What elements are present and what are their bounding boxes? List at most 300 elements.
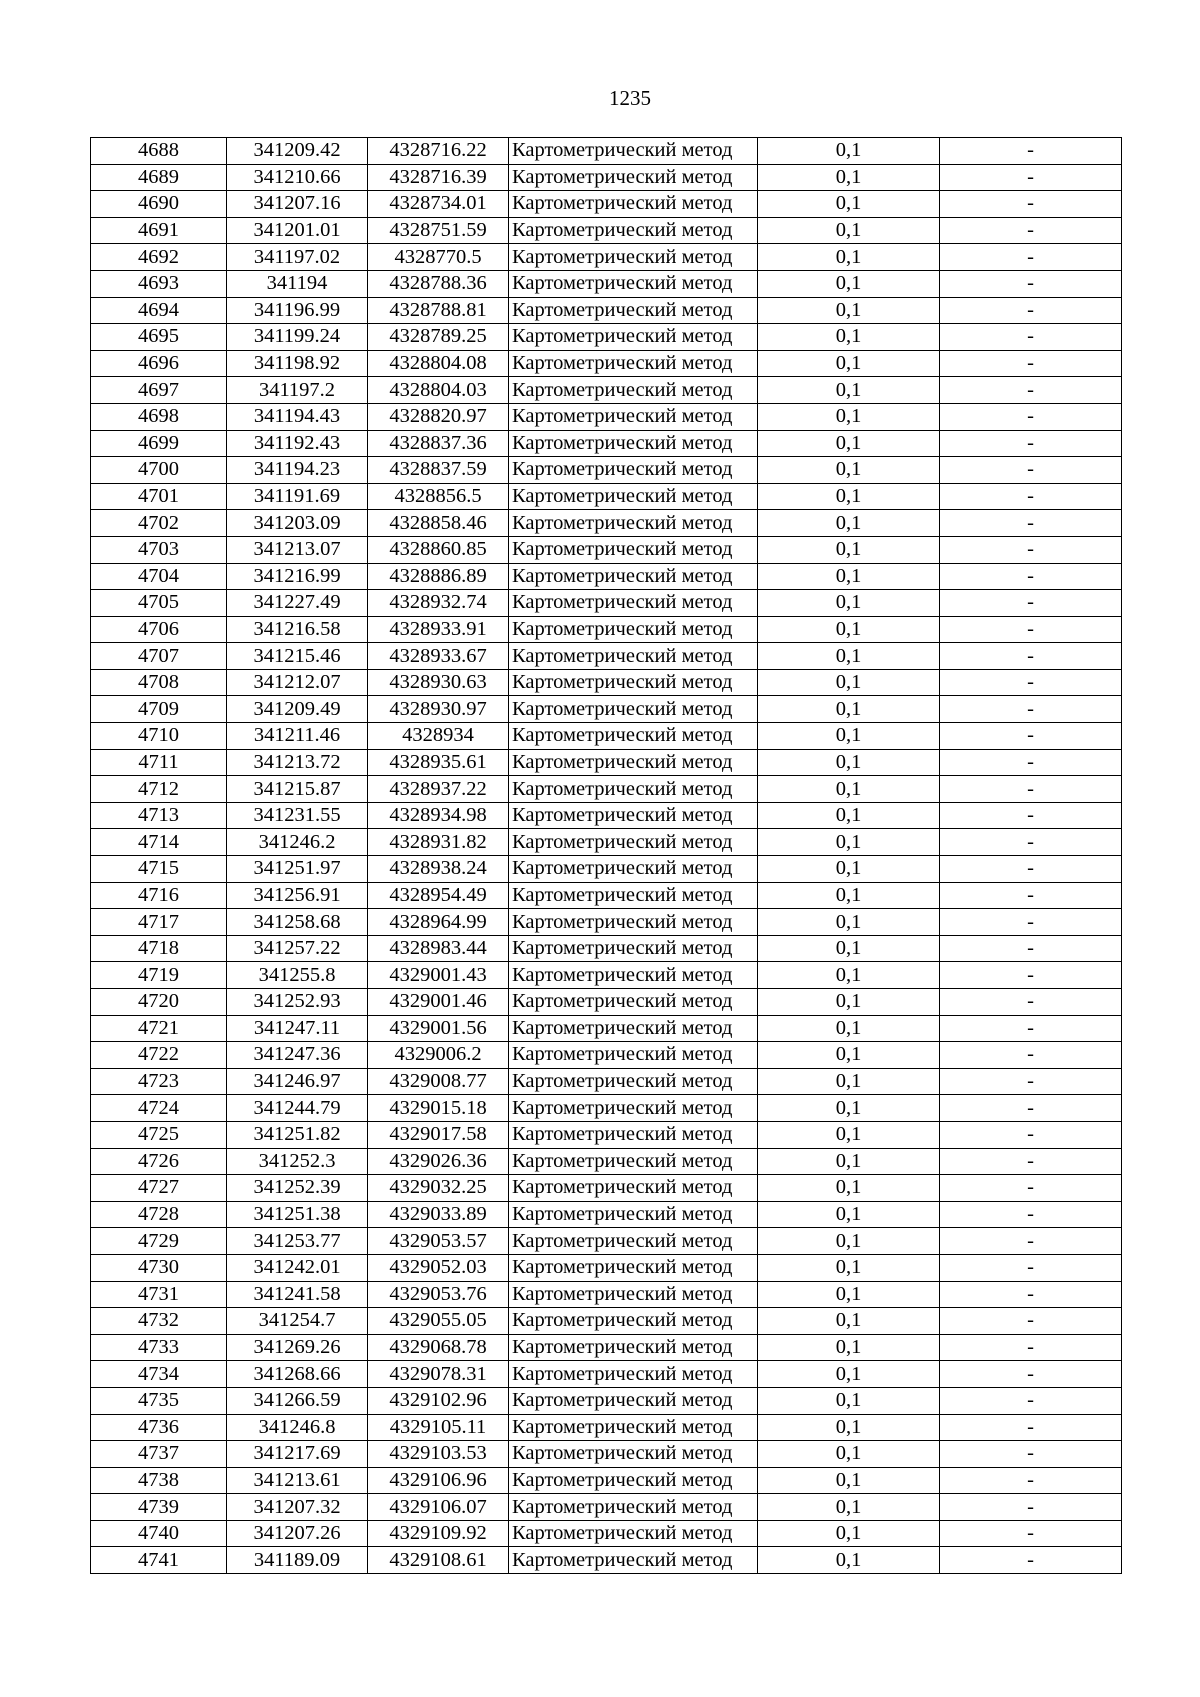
- x-coordinate-cell: 341203.09: [227, 510, 368, 537]
- y-coordinate-cell: 4328964.99: [368, 909, 509, 936]
- x-coordinate-cell: 341194.23: [227, 457, 368, 484]
- accuracy-cell: 0,1: [758, 1520, 940, 1547]
- note-cell: -: [940, 1361, 1122, 1388]
- accuracy-cell: 0,1: [758, 590, 940, 617]
- point-number-cell: 4740: [91, 1520, 227, 1547]
- accuracy-cell: 0,1: [758, 1334, 940, 1361]
- note-cell: -: [940, 350, 1122, 377]
- table-row: [91, 483, 1122, 510]
- method-cell: Картометрический метод: [509, 1068, 758, 1095]
- accuracy-cell: 0,1: [758, 1068, 940, 1095]
- y-coordinate-cell: 4328734.01: [368, 191, 509, 218]
- table-row: [91, 1121, 1122, 1148]
- x-coordinate-cell: 341215.87: [227, 776, 368, 803]
- y-coordinate-cell: 4329068.78: [368, 1334, 509, 1361]
- accuracy-cell: 0,1: [758, 1387, 940, 1414]
- accuracy-cell: 0,1: [758, 457, 940, 484]
- table-row: [91, 536, 1122, 563]
- x-coordinate-cell: 341216.99: [227, 563, 368, 590]
- note-cell: -: [940, 1254, 1122, 1281]
- y-coordinate-cell: 4329001.43: [368, 962, 509, 989]
- x-coordinate-cell: 341207.26: [227, 1520, 368, 1547]
- y-coordinate-cell: 4328837.59: [368, 457, 509, 484]
- x-coordinate-cell: 341246.8: [227, 1414, 368, 1441]
- method-cell: Картометрический метод: [509, 217, 758, 244]
- y-coordinate-cell: 4329017.58: [368, 1121, 509, 1148]
- method-cell: Картометрический метод: [509, 1387, 758, 1414]
- accuracy-cell: 0,1: [758, 1494, 940, 1521]
- accuracy-cell: 0,1: [758, 217, 940, 244]
- table-row: [91, 829, 1122, 856]
- x-coordinate-cell: 341192.43: [227, 430, 368, 457]
- method-cell: Картометрический метод: [509, 191, 758, 218]
- y-coordinate-cell: 4329078.31: [368, 1361, 509, 1388]
- table-row: [91, 297, 1122, 324]
- point-number-cell: 4707: [91, 643, 227, 670]
- point-number-cell: 4697: [91, 377, 227, 404]
- x-coordinate-cell: 341207.16: [227, 191, 368, 218]
- table-row: [91, 935, 1122, 962]
- point-number-cell: 4731: [91, 1281, 227, 1308]
- y-coordinate-cell: 4329102.96: [368, 1387, 509, 1414]
- x-coordinate-cell: 341212.07: [227, 669, 368, 696]
- method-cell: Картометрический метод: [509, 1361, 758, 1388]
- point-number-cell: 4721: [91, 1015, 227, 1042]
- point-number-cell: 4720: [91, 989, 227, 1016]
- table-row: [91, 909, 1122, 936]
- point-number-cell: 4693: [91, 270, 227, 297]
- note-cell: -: [940, 1281, 1122, 1308]
- accuracy-cell: 0,1: [758, 1201, 940, 1228]
- table-row: [91, 1334, 1122, 1361]
- y-coordinate-cell: 4328983.44: [368, 935, 509, 962]
- note-cell: -: [940, 1334, 1122, 1361]
- point-number-cell: 4703: [91, 536, 227, 563]
- accuracy-cell: 0,1: [758, 723, 940, 750]
- accuracy-cell: 0,1: [758, 191, 940, 218]
- point-number-cell: 4741: [91, 1547, 227, 1574]
- point-number-cell: 4694: [91, 297, 227, 324]
- accuracy-cell: 0,1: [758, 643, 940, 670]
- x-coordinate-cell: 341241.58: [227, 1281, 368, 1308]
- table-row: [91, 403, 1122, 430]
- accuracy-cell: 0,1: [758, 164, 940, 191]
- point-number-cell: 4716: [91, 882, 227, 909]
- method-cell: Картометрический метод: [509, 643, 758, 670]
- y-coordinate-cell: 4328820.97: [368, 403, 509, 430]
- table-row: [91, 430, 1122, 457]
- method-cell: Картометрический метод: [509, 510, 758, 537]
- y-coordinate-cell: 4329105.11: [368, 1414, 509, 1441]
- y-coordinate-cell: 4329109.92: [368, 1520, 509, 1547]
- x-coordinate-cell: 341215.46: [227, 643, 368, 670]
- point-number-cell: 4700: [91, 457, 227, 484]
- x-coordinate-cell: 341252.93: [227, 989, 368, 1016]
- x-coordinate-cell: 341268.66: [227, 1361, 368, 1388]
- method-cell: Картометрический метод: [509, 856, 758, 883]
- x-coordinate-cell: 341201.01: [227, 217, 368, 244]
- point-number-cell: 4733: [91, 1334, 227, 1361]
- y-coordinate-cell: 4329008.77: [368, 1068, 509, 1095]
- note-cell: -: [940, 1441, 1122, 1468]
- note-cell: -: [940, 563, 1122, 590]
- accuracy-cell: 0,1: [758, 776, 940, 803]
- method-cell: Картометрический метод: [509, 1467, 758, 1494]
- accuracy-cell: 0,1: [758, 1095, 940, 1122]
- y-coordinate-cell: 4329015.18: [368, 1095, 509, 1122]
- accuracy-cell: 0,1: [758, 244, 940, 271]
- y-coordinate-cell: 4328858.46: [368, 510, 509, 537]
- method-cell: Картометрический метод: [509, 590, 758, 617]
- accuracy-cell: 0,1: [758, 483, 940, 510]
- table-row: [91, 244, 1122, 271]
- x-coordinate-cell: 341189.09: [227, 1547, 368, 1574]
- table-row: [91, 643, 1122, 670]
- method-cell: Картометрический метод: [509, 297, 758, 324]
- table-row: [91, 1228, 1122, 1255]
- note-cell: -: [940, 270, 1122, 297]
- table-row: [91, 1387, 1122, 1414]
- table-row: [91, 1201, 1122, 1228]
- note-cell: -: [940, 297, 1122, 324]
- x-coordinate-cell: 341258.68: [227, 909, 368, 936]
- note-cell: -: [940, 1308, 1122, 1335]
- x-coordinate-cell: 341256.91: [227, 882, 368, 909]
- accuracy-cell: 0,1: [758, 350, 940, 377]
- x-coordinate-cell: 341254.7: [227, 1308, 368, 1335]
- method-cell: Картометрический метод: [509, 1228, 758, 1255]
- note-cell: -: [940, 1467, 1122, 1494]
- table-row: [91, 856, 1122, 883]
- method-cell: Картометрический метод: [509, 1308, 758, 1335]
- point-number-cell: 4709: [91, 696, 227, 723]
- note-cell: -: [940, 723, 1122, 750]
- table-row: [91, 1175, 1122, 1202]
- y-coordinate-cell: 4328934.98: [368, 802, 509, 829]
- note-cell: -: [940, 749, 1122, 776]
- point-number-cell: 4706: [91, 616, 227, 643]
- point-number-cell: 4725: [91, 1121, 227, 1148]
- point-number-cell: 4701: [91, 483, 227, 510]
- table-row: [91, 696, 1122, 723]
- point-number-cell: 4728: [91, 1201, 227, 1228]
- table-row: [91, 563, 1122, 590]
- table-row: [91, 723, 1122, 750]
- x-coordinate-cell: 341246.97: [227, 1068, 368, 1095]
- table-row: [91, 457, 1122, 484]
- point-number-cell: 4712: [91, 776, 227, 803]
- point-number-cell: 4689: [91, 164, 227, 191]
- accuracy-cell: 0,1: [758, 1547, 940, 1574]
- accuracy-cell: 0,1: [758, 696, 940, 723]
- accuracy-cell: 0,1: [758, 1042, 940, 1069]
- y-coordinate-cell: 4329055.05: [368, 1308, 509, 1335]
- accuracy-cell: 0,1: [758, 1467, 940, 1494]
- x-coordinate-cell: 341216.58: [227, 616, 368, 643]
- accuracy-cell: 0,1: [758, 563, 940, 590]
- note-cell: -: [940, 1175, 1122, 1202]
- x-coordinate-cell: 341253.77: [227, 1228, 368, 1255]
- x-coordinate-cell: 341247.36: [227, 1042, 368, 1069]
- note-cell: -: [940, 244, 1122, 271]
- y-coordinate-cell: 4328938.24: [368, 856, 509, 883]
- table-row: [91, 1494, 1122, 1521]
- x-coordinate-cell: 341242.01: [227, 1254, 368, 1281]
- point-number-cell: 4735: [91, 1387, 227, 1414]
- table-row: [91, 270, 1122, 297]
- point-number-cell: 4734: [91, 1361, 227, 1388]
- accuracy-cell: 0,1: [758, 510, 940, 537]
- x-coordinate-cell: 341269.26: [227, 1334, 368, 1361]
- note-cell: -: [940, 1414, 1122, 1441]
- point-number-cell: 4698: [91, 403, 227, 430]
- method-cell: Картометрический метод: [509, 1201, 758, 1228]
- method-cell: Картометрический метод: [509, 164, 758, 191]
- accuracy-cell: 0,1: [758, 377, 940, 404]
- y-coordinate-cell: 4328770.5: [368, 244, 509, 271]
- note-cell: -: [940, 1228, 1122, 1255]
- note-cell: -: [940, 457, 1122, 484]
- note-cell: -: [940, 1387, 1122, 1414]
- method-cell: Картометрический метод: [509, 935, 758, 962]
- y-coordinate-cell: 4328933.91: [368, 616, 509, 643]
- note-cell: -: [940, 1547, 1122, 1574]
- method-cell: Картометрический метод: [509, 882, 758, 909]
- point-number-cell: 4714: [91, 829, 227, 856]
- note-cell: -: [940, 536, 1122, 563]
- method-cell: Картометрический метод: [509, 1015, 758, 1042]
- x-coordinate-cell: 341194.43: [227, 403, 368, 430]
- x-coordinate-cell: 341252.3: [227, 1148, 368, 1175]
- note-cell: -: [940, 1520, 1122, 1547]
- table-row: [91, 164, 1122, 191]
- y-coordinate-cell: 4328886.89: [368, 563, 509, 590]
- y-coordinate-cell: 4329053.76: [368, 1281, 509, 1308]
- accuracy-cell: 0,1: [758, 138, 940, 165]
- point-number-cell: 4719: [91, 962, 227, 989]
- y-coordinate-cell: 4329108.61: [368, 1547, 509, 1574]
- table-row: [91, 989, 1122, 1016]
- accuracy-cell: 0,1: [758, 962, 940, 989]
- y-coordinate-cell: 4328716.39: [368, 164, 509, 191]
- y-coordinate-cell: 4329103.53: [368, 1441, 509, 1468]
- point-number-cell: 4723: [91, 1068, 227, 1095]
- x-coordinate-cell: 341251.82: [227, 1121, 368, 1148]
- table-row: [91, 350, 1122, 377]
- method-cell: Картометрический метод: [509, 669, 758, 696]
- table-row: [91, 1068, 1122, 1095]
- note-cell: -: [940, 430, 1122, 457]
- accuracy-cell: 0,1: [758, 1148, 940, 1175]
- accuracy-cell: 0,1: [758, 802, 940, 829]
- method-cell: Картометрический метод: [509, 962, 758, 989]
- x-coordinate-cell: 341266.59: [227, 1387, 368, 1414]
- accuracy-cell: 0,1: [758, 430, 940, 457]
- y-coordinate-cell: 4328716.22: [368, 138, 509, 165]
- note-cell: -: [940, 696, 1122, 723]
- y-coordinate-cell: 4328804.08: [368, 350, 509, 377]
- point-number-cell: 4702: [91, 510, 227, 537]
- y-coordinate-cell: 4328930.63: [368, 669, 509, 696]
- method-cell: Картометрический метод: [509, 244, 758, 271]
- y-coordinate-cell: 4328937.22: [368, 776, 509, 803]
- accuracy-cell: 0,1: [758, 1308, 940, 1335]
- table-row: [91, 377, 1122, 404]
- note-cell: -: [940, 590, 1122, 617]
- note-cell: -: [940, 669, 1122, 696]
- x-coordinate-cell: 341213.61: [227, 1467, 368, 1494]
- table-row: [91, 1042, 1122, 1069]
- y-coordinate-cell: 4328788.36: [368, 270, 509, 297]
- table-row: [91, 191, 1122, 218]
- method-cell: Картометрический метод: [509, 776, 758, 803]
- note-cell: -: [940, 776, 1122, 803]
- table-row: [91, 882, 1122, 909]
- x-coordinate-cell: 341191.69: [227, 483, 368, 510]
- note-cell: -: [940, 1494, 1122, 1521]
- x-coordinate-cell: 341252.39: [227, 1175, 368, 1202]
- x-coordinate-cell: 341247.11: [227, 1015, 368, 1042]
- method-cell: Картометрический метод: [509, 1334, 758, 1361]
- coordinates-table: [90, 137, 1122, 1574]
- point-number-cell: 4705: [91, 590, 227, 617]
- y-coordinate-cell: 4329033.89: [368, 1201, 509, 1228]
- table-row: [91, 776, 1122, 803]
- method-cell: Картометрический метод: [509, 457, 758, 484]
- y-coordinate-cell: 4328935.61: [368, 749, 509, 776]
- method-cell: Картометрический метод: [509, 483, 758, 510]
- x-coordinate-cell: 341209.49: [227, 696, 368, 723]
- note-cell: -: [940, 1042, 1122, 1069]
- y-coordinate-cell: 4329052.03: [368, 1254, 509, 1281]
- method-cell: Картометрический метод: [509, 696, 758, 723]
- note-cell: -: [940, 1095, 1122, 1122]
- method-cell: Картометрический метод: [509, 536, 758, 563]
- point-number-cell: 4704: [91, 563, 227, 590]
- x-coordinate-cell: 341257.22: [227, 935, 368, 962]
- accuracy-cell: 0,1: [758, 935, 940, 962]
- method-cell: Картометрический метод: [509, 749, 758, 776]
- x-coordinate-cell: 341251.97: [227, 856, 368, 883]
- y-coordinate-cell: 4328931.82: [368, 829, 509, 856]
- table-row: [91, 616, 1122, 643]
- x-coordinate-cell: 341213.07: [227, 536, 368, 563]
- y-coordinate-cell: 4328932.74: [368, 590, 509, 617]
- method-cell: Картометрический метод: [509, 723, 758, 750]
- note-cell: -: [940, 643, 1122, 670]
- table-row: [91, 1308, 1122, 1335]
- point-number-cell: 4730: [91, 1254, 227, 1281]
- accuracy-cell: 0,1: [758, 856, 940, 883]
- method-cell: Картометрический метод: [509, 1441, 758, 1468]
- accuracy-cell: 0,1: [758, 989, 940, 1016]
- method-cell: Картометрический метод: [509, 1121, 758, 1148]
- y-coordinate-cell: 4329106.96: [368, 1467, 509, 1494]
- note-cell: -: [940, 217, 1122, 244]
- point-number-cell: 4688: [91, 138, 227, 165]
- table-row: [91, 1281, 1122, 1308]
- method-cell: Картометрический метод: [509, 324, 758, 351]
- table-row: [91, 1361, 1122, 1388]
- note-cell: -: [940, 1201, 1122, 1228]
- point-number-cell: 4713: [91, 802, 227, 829]
- y-coordinate-cell: 4329006.2: [368, 1042, 509, 1069]
- method-cell: Картометрический метод: [509, 802, 758, 829]
- x-coordinate-cell: 341244.79: [227, 1095, 368, 1122]
- point-number-cell: 4718: [91, 935, 227, 962]
- accuracy-cell: 0,1: [758, 1175, 940, 1202]
- method-cell: Картометрический метод: [509, 138, 758, 165]
- note-cell: -: [940, 164, 1122, 191]
- y-coordinate-cell: 4329001.56: [368, 1015, 509, 1042]
- table-row: [91, 1520, 1122, 1547]
- note-cell: -: [940, 829, 1122, 856]
- note-cell: -: [940, 483, 1122, 510]
- accuracy-cell: 0,1: [758, 536, 940, 563]
- note-cell: -: [940, 962, 1122, 989]
- note-cell: -: [940, 1148, 1122, 1175]
- method-cell: Картометрический метод: [509, 403, 758, 430]
- accuracy-cell: 0,1: [758, 1414, 940, 1441]
- accuracy-cell: 0,1: [758, 749, 940, 776]
- table-row: [91, 1148, 1122, 1175]
- point-number-cell: 4729: [91, 1228, 227, 1255]
- point-number-cell: 4710: [91, 723, 227, 750]
- y-coordinate-cell: 4329106.07: [368, 1494, 509, 1521]
- method-cell: Картометрический метод: [509, 1494, 758, 1521]
- accuracy-cell: 0,1: [758, 1015, 940, 1042]
- accuracy-cell: 0,1: [758, 270, 940, 297]
- point-number-cell: 4699: [91, 430, 227, 457]
- accuracy-cell: 0,1: [758, 1228, 940, 1255]
- method-cell: Картометрический метод: [509, 909, 758, 936]
- x-coordinate-cell: 341194: [227, 270, 368, 297]
- x-coordinate-cell: 341255.8: [227, 962, 368, 989]
- note-cell: -: [940, 403, 1122, 430]
- coordinates-table-body: [91, 138, 1122, 1574]
- y-coordinate-cell: 4328789.25: [368, 324, 509, 351]
- y-coordinate-cell: 4328933.67: [368, 643, 509, 670]
- method-cell: Картометрический метод: [509, 377, 758, 404]
- table-row: [91, 1547, 1122, 1574]
- method-cell: Картометрический метод: [509, 1281, 758, 1308]
- x-coordinate-cell: 341210.66: [227, 164, 368, 191]
- note-cell: -: [940, 856, 1122, 883]
- method-cell: Картометрический метод: [509, 829, 758, 856]
- note-cell: -: [940, 1015, 1122, 1042]
- x-coordinate-cell: 341209.42: [227, 138, 368, 165]
- table-row: [91, 1015, 1122, 1042]
- method-cell: Картометрический метод: [509, 616, 758, 643]
- accuracy-cell: 0,1: [758, 1281, 940, 1308]
- point-number-cell: 4738: [91, 1467, 227, 1494]
- note-cell: -: [940, 510, 1122, 537]
- accuracy-cell: 0,1: [758, 1361, 940, 1388]
- note-cell: -: [940, 802, 1122, 829]
- point-number-cell: 4739: [91, 1494, 227, 1521]
- method-cell: Картометрический метод: [509, 1254, 758, 1281]
- method-cell: Картометрический метод: [509, 350, 758, 377]
- point-number-cell: 4708: [91, 669, 227, 696]
- method-cell: Картометрический метод: [509, 1175, 758, 1202]
- x-coordinate-cell: 341207.32: [227, 1494, 368, 1521]
- table-row: [91, 138, 1122, 165]
- note-cell: -: [940, 191, 1122, 218]
- point-number-cell: 4737: [91, 1441, 227, 1468]
- table-row: [91, 669, 1122, 696]
- note-cell: -: [940, 989, 1122, 1016]
- accuracy-cell: 0,1: [758, 1254, 940, 1281]
